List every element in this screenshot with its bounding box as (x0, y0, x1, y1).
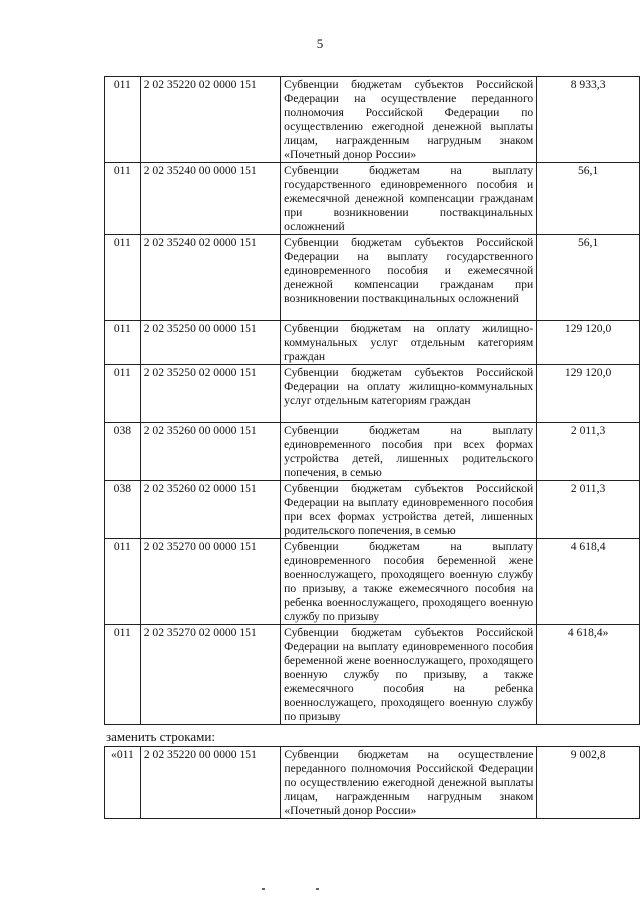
page-number: 5 (316, 36, 324, 51)
budget-classification-code-cell: 2 02 35240 00 0000 151 (140, 163, 280, 235)
amount-cell: 56,1 (537, 235, 640, 321)
admin-code-cell: 011 (105, 321, 141, 365)
amount-cell: 129 120,0 (537, 321, 640, 365)
admin-code-cell: 011 (105, 365, 141, 423)
table-row (105, 77, 640, 163)
table-row (105, 365, 640, 423)
admin-code-cell: 011 (105, 539, 141, 625)
amount-cell: 129 120,0 (537, 365, 640, 423)
scan-speck (316, 888, 319, 890)
table-row (105, 235, 640, 321)
table-row (105, 747, 640, 819)
admin-code-cell: 011 (105, 235, 141, 321)
admin-code-cell: 011 (105, 625, 141, 725)
budget-classification-code-cell: 2 02 35260 00 0000 151 (140, 423, 280, 481)
budget-classification-code-cell: 2 02 35270 00 0000 151 (140, 539, 280, 625)
revenue-description-cell: Субвенции бюджетам на оплату жилищно-коммунальных услуг отдельным категориям граждан (281, 321, 537, 365)
budget-classification-code-cell: 2 02 35220 02 0000 151 (140, 77, 280, 163)
revenue-description-cell: Субвенции бюджетам субъектов Российской Федерации на выплату государственного единовременного пособия и ежемесячной денежной компенсации гражданам при возникновении поствакцинальных осложнений (281, 235, 537, 321)
budget-classification-code-cell: 2 02 35240 02 0000 151 (140, 235, 280, 321)
budget-table (104, 76, 640, 725)
amount-cell: 4 618,4 (537, 539, 640, 625)
revenue-description-cell: Субвенции бюджетам субъектов Российской Федерации на выплату единовременного пособия при всех формах устройства детей, лишенных родительского попечения, в семью (281, 481, 537, 539)
admin-code-cell: «011 (105, 747, 141, 819)
amount-cell: 4 618,4» (537, 625, 640, 725)
revenue-description-cell: Субвенции бюджетам на выплату государственного единовременного пособия и ежемесячной денежной компенсации гражданам при возникновении поствакцинальных осложнений (281, 163, 537, 235)
replace-with-rows-label: заменить строками: (106, 729, 215, 744)
revenue-description-cell: Субвенции бюджетам на выплату единовременного пособия при всех формах устройства детей, лишенных родительского попечения, в семью (281, 423, 537, 481)
table-row (105, 321, 640, 365)
amount-cell: 56,1 (537, 163, 640, 235)
admin-code-cell: 038 (105, 423, 141, 481)
admin-code-cell: 011 (105, 77, 141, 163)
budget-classification-code-cell: 2 02 35220 00 0000 151 (140, 747, 281, 819)
revenue-description-cell: Субвенции бюджетам на осуществление переданного полномочия Российской Федерации по осуществлению ежегодной денежной выплаты лицам, награжденным нагрудным знаком «Почетный донор России» (281, 747, 537, 819)
budget-classification-code-cell: 2 02 35260 02 0000 151 (140, 481, 280, 539)
budget-classification-code-cell: 2 02 35250 00 0000 151 (140, 321, 280, 365)
amount-cell: 9 002,8 (537, 747, 640, 819)
table-row (105, 481, 640, 539)
revenue-description-cell: Субвенции бюджетам субъектов Российской Федерации на оплату жилищно-коммунальных услуг отдельным категориям граждан (281, 365, 537, 423)
revenue-description-cell: Субвенции бюджетам субъектов Российской Федерации на осуществление переданного полномочия Российской Федерации по осуществлению ежегодной денежной выплаты лицам, награжденным нагрудным знаком «Почетный донор России» (281, 77, 537, 163)
amount-cell: 8 933,3 (537, 77, 640, 163)
admin-code-cell: 038 (105, 481, 141, 539)
table-row (105, 625, 640, 725)
revenue-description-cell: Субвенции бюджетам субъектов Российской Федерации на выплату единовременного пособия беременной жене военнослужащего, проходящего военную службу по призыву, а также ежемесячного пособия на ребенка военнослужащего, проходящего военную службу по призыву (281, 625, 537, 725)
table-row (105, 539, 640, 625)
admin-code-cell: 011 (105, 163, 141, 235)
table-row (105, 163, 640, 235)
replacement-table (104, 746, 640, 819)
budget-classification-code-cell: 2 02 35270 02 0000 151 (140, 625, 280, 725)
amount-cell: 2 011,3 (537, 481, 640, 539)
revenue-description-cell: Субвенции бюджетам на выплату единовременного пособия беременной жене военнослужащего, проходящего военную службу по призыву, а также ежемесячного пособия на ребенка военнослужащего, проходящего военную службу по призыву (281, 539, 537, 625)
budget-classification-code-cell: 2 02 35250 02 0000 151 (140, 365, 280, 423)
scan-speck (262, 888, 265, 890)
table-row (105, 423, 640, 481)
amount-cell: 2 011,3 (537, 423, 640, 481)
